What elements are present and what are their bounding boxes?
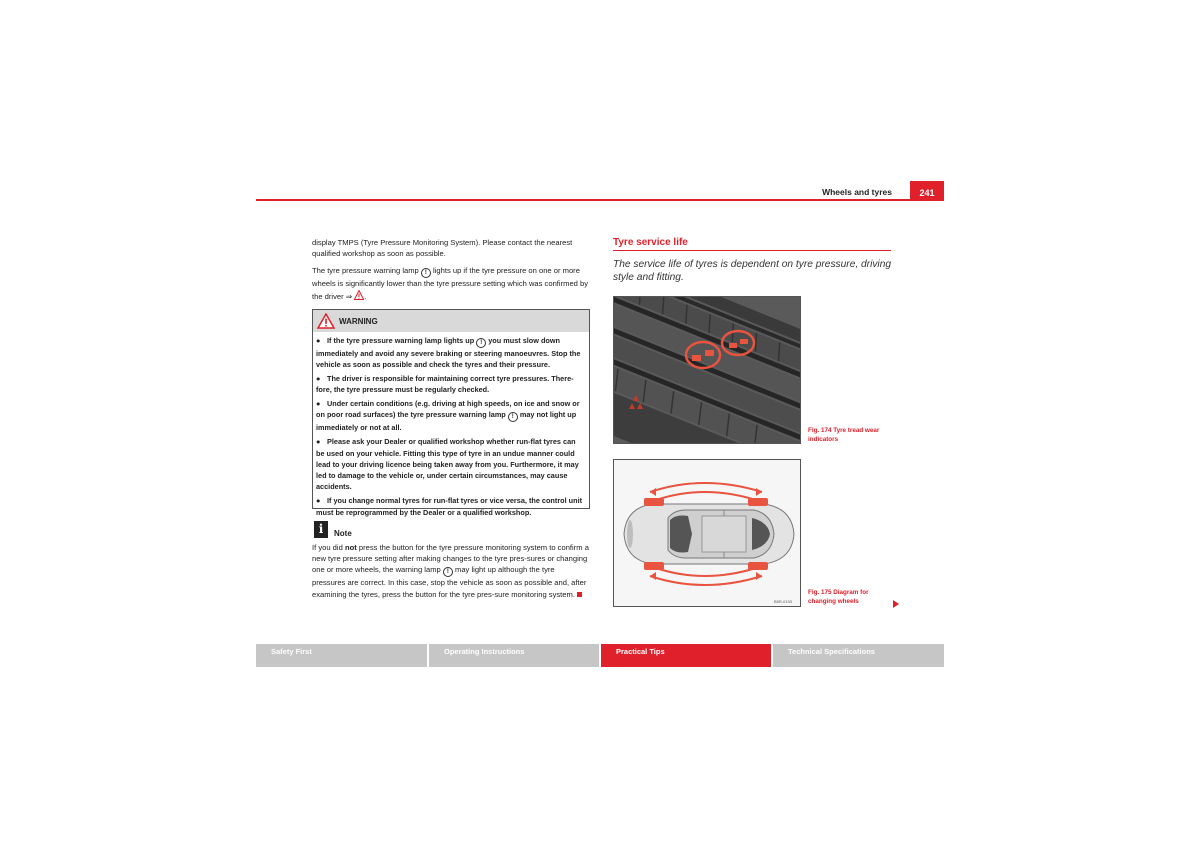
figure-tyre-tread bbox=[613, 296, 801, 444]
warning-triangle-icon bbox=[317, 313, 335, 329]
tab-operating-instructions[interactable]: Operating Instructions bbox=[429, 644, 599, 667]
warning-item: ● If you change normal tyres for run-flat tyres or vice versa, the control unit must be reprogrammed by the Dealer or a qualified workshop. bbox=[316, 496, 583, 517]
warning-title: WARNING bbox=[339, 317, 378, 326]
figure-174-caption: Fig. 174 Tyre tread wear indicators bbox=[808, 427, 880, 443]
figure-code: B5P-0036 bbox=[774, 436, 792, 441]
tab-technical-specifications[interactable]: Technical Specifications bbox=[773, 644, 944, 667]
paragraph-2-part-b: lights up if the tyre pressure on one or more wheels is significantly lower than the tyre pressure setting which was confirmed by the driver bbox=[312, 266, 589, 301]
paragraph-2: The tyre pressure warning lamp ! lights up if the tyre pressure on one or more wheels is significantly lower than the tyre pressure setting which was confirmed by the driver ⇒ . bbox=[312, 266, 589, 301]
note-text: If you did not press the button for the tyre pressure monitoring system to confirm a new tyre pressure setting after making changes to the tyre pres-sures or changing one or more wheels, the warning lamp ! may light up although the tyre pressures are correct. In this case, stop the vehicle as soon as possible and, after examining the tyres, press the button for the tyre pres-sure monitoring system. bbox=[312, 543, 589, 599]
section-heading: Tyre service life bbox=[613, 237, 688, 248]
page-number: 241 bbox=[910, 181, 944, 201]
warning-item: ● The driver is responsible for maintaining correct tyre pressures. There-fore, the tyre pressure must be regularly checked. bbox=[316, 374, 574, 395]
tyre-pressure-lamp-icon: ! bbox=[476, 338, 486, 348]
tyre-tread-illustration bbox=[614, 297, 800, 443]
car-diagram-illustration bbox=[614, 460, 800, 606]
cross-ref-arrow[interactable]: ⇒ bbox=[345, 291, 353, 301]
note-info-icon: i bbox=[314, 521, 328, 538]
left-column bbox=[312, 237, 590, 308]
note-title: Note bbox=[334, 529, 352, 538]
paragraph-1: display TMPS (Tyre Pressure Monitoring System). Please contact the nearest qualified workshop as soon as possible. bbox=[312, 238, 573, 259]
tab-practical-tips[interactable]: Practical Tips bbox=[601, 644, 771, 667]
figure-175-caption: Fig. 175 Diagram for changing wheels bbox=[808, 589, 869, 605]
warning-box bbox=[312, 309, 590, 517]
section-title: Wheels and tyres bbox=[822, 187, 892, 197]
section-intro: The service life of tyres is dependent on tyre pressure, driving style and fitting. bbox=[613, 259, 892, 283]
tyre-pressure-lamp-icon: ! bbox=[508, 412, 518, 422]
tab-safety-first[interactable]: Safety First bbox=[256, 644, 427, 667]
warning-item: ● Please ask your Dealer or qualified workshop whether run-flat tyres can be used on your vehicle. Fitting this type of tyre in an undue manner could lead to your driving licence being taken away from you. Furthermore, it may led to damage to the vehicle or, under certain circumstances, may cause accidents. bbox=[316, 437, 579, 492]
warning-item: ● If the tyre pressure warning lamp lights up ! you must slow down immediately and avoid any severe braking or steering manoeuvres. Stop the vehicle as soon as possible and check the tyres and their pressure. bbox=[316, 336, 581, 370]
warning-header bbox=[313, 310, 589, 332]
warning-triangle-icon bbox=[354, 290, 364, 300]
end-of-section-mark bbox=[577, 592, 582, 597]
heading-rule bbox=[613, 250, 891, 251]
next-page-arrow-icon[interactable] bbox=[893, 600, 899, 608]
tyre-pressure-lamp-icon: ! bbox=[421, 268, 431, 278]
figure-wheel-change bbox=[613, 459, 801, 607]
warning-item: ● Under certain conditions (e.g. driving at high speeds, on ice and snow or on poor road surfaces) the tyre pressure warning lamp ! may not light up immediately or not at all. bbox=[316, 399, 580, 433]
paragraph-2-part-a: The tyre pressure warning lamp bbox=[312, 266, 419, 276]
tyre-pressure-lamp-icon: ! bbox=[443, 567, 453, 577]
figure-code: B5R-0193 bbox=[774, 599, 793, 604]
header-rule bbox=[256, 199, 944, 201]
warning-body bbox=[313, 332, 589, 518]
